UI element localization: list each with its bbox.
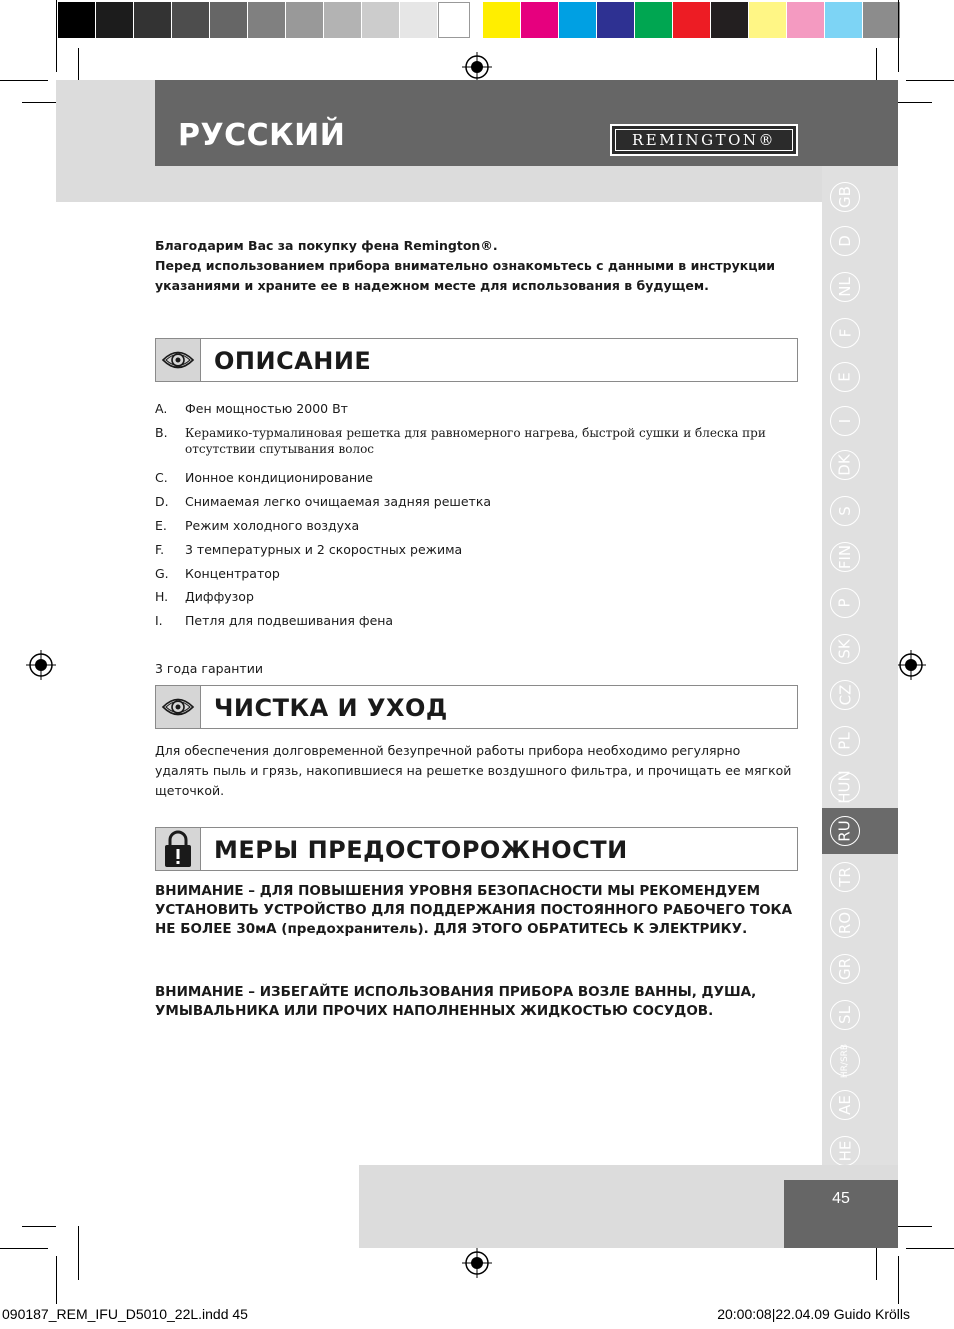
page-title: РУССКИЙ <box>178 118 346 153</box>
language-tab-p[interactable] <box>830 588 860 618</box>
item-letter: E. <box>155 518 167 533</box>
color-swatch <box>483 2 521 38</box>
color-swatch <box>521 2 559 38</box>
item-text: Диффузор <box>185 589 254 604</box>
brand-logo <box>610 124 798 156</box>
eye-icon <box>156 339 201 381</box>
language-tab-label: HE <box>835 1140 854 1162</box>
language-tab-label: I <box>836 418 854 424</box>
color-swatch <box>172 2 210 38</box>
language-tab-ru[interactable] <box>830 816 860 846</box>
color-swatch <box>400 2 438 38</box>
section-safety-header <box>155 827 798 871</box>
page-number: 45 <box>832 1190 850 1207</box>
item-text: Петля для подвешивания фена <box>185 613 394 628</box>
language-tab-label: D <box>836 235 854 247</box>
language-tab-label: NL <box>835 277 854 297</box>
section-description-title: ОПИСАНИЕ <box>214 347 372 375</box>
color-swatch <box>248 2 286 38</box>
language-tab-s[interactable] <box>830 496 860 526</box>
section-cleaning-header <box>155 685 798 729</box>
safety-warning-rcd: ВНИМАНИЕ – ДЛЯ ПОВЫШЕНИЯ УРОВНЯ БЕЗОПАСНОСТИ МЫ РЕКОМЕНДУЕМ УСТАНОВИТЬ УСТРОЙСТВО ДЛЯ ПОДДЕРЖАНИЯ ПОСТОЯННОГО РАБОЧЕГО ТОКА НЕ БОЛЕЕ 30мА (предохранитель). ДЛЯ ЭТОГО ОБРАТИТЕСЬ К ЭЛЕКТРИКУ. <box>155 883 793 937</box>
language-tab-label: GR <box>835 957 854 981</box>
item-letter: A. <box>155 401 168 416</box>
language-tab-label: HUN <box>836 770 855 804</box>
color-swatch <box>635 2 673 38</box>
warranty-text: 3 года гарантии <box>155 661 263 676</box>
color-swatch <box>597 2 635 38</box>
eye-icon <box>156 686 201 728</box>
color-swatch <box>787 2 825 38</box>
item-letter: H. <box>155 589 169 604</box>
brand-logo-text: REMINGTON® <box>631 131 777 149</box>
language-tab-label: SK <box>835 639 854 659</box>
color-swatch <box>559 2 597 38</box>
language-tab-label: S <box>836 506 854 516</box>
color-swatch <box>134 2 172 38</box>
language-tab-label: RU <box>836 820 854 842</box>
color-swatch <box>673 2 711 38</box>
section-safety-title: МЕРЫ ПРЕДОСТОРОЖНОСТИ <box>214 836 628 864</box>
safety-warning-water: ВНИМАНИЕ – ИЗБЕГАЙТЕ ИСПОЛЬЗОВАНИЯ ПРИБОРА ВОЗЛЕ ВАННЫ, ДУША, УМЫВАЛЬНИКА ИЛИ ПРОЧИХ НАПОЛНЕННЫХ ЖИДКОСТЬЮ СОСУДОВ. <box>155 984 757 1019</box>
item-letter: G. <box>155 566 169 581</box>
language-tab-label: AE <box>836 1095 854 1115</box>
language-tab-label: GB <box>835 186 854 208</box>
color-swatch <box>438 2 470 38</box>
color-swatch <box>286 2 324 38</box>
item-text: Фен мощностью 2000 Вт <box>185 401 348 416</box>
color-swatch <box>324 2 362 38</box>
registration-mark-bottom <box>462 1248 492 1278</box>
language-tab-he[interactable] <box>830 1136 860 1166</box>
intro-text <box>155 236 795 296</box>
language-tab-hun[interactable] <box>830 772 860 802</box>
registration-mark-top <box>462 52 492 82</box>
color-swatch <box>863 2 901 38</box>
language-tab-label: CZ <box>836 684 854 706</box>
registration-mark-left <box>26 650 56 680</box>
language-tab-dk[interactable] <box>830 450 860 480</box>
language-tab-ro[interactable] <box>830 908 860 938</box>
language-tab-fin[interactable] <box>830 542 860 572</box>
item-letter: C. <box>155 470 168 485</box>
language-tab-label: HR/SRB <box>840 1043 851 1079</box>
language-tab-i[interactable] <box>830 406 860 436</box>
language-tab-gr[interactable] <box>830 954 860 984</box>
language-tab-label: DK <box>835 454 854 476</box>
intro-thanks: Благодарим Вас за покупку фена Remington®. <box>155 238 498 253</box>
language-tab-label: F <box>835 328 854 338</box>
item-text: 3 температурных и 2 скоростных режима <box>185 542 463 557</box>
timestamp-slug: 20:00:08|22.04.09 Guido Krölls <box>717 1306 910 1322</box>
item-text: Снимаемая легко очищаемая задняя решетка <box>185 494 492 509</box>
item-letter: D. <box>155 494 169 509</box>
language-tab-label: PL <box>836 732 854 750</box>
file-slug: 090187_REM_IFU_D5010_22L.indd 45 <box>2 1306 248 1322</box>
padlock-warning-icon <box>156 828 201 870</box>
color-swatch <box>749 2 787 38</box>
language-tab-label: TR <box>836 867 854 887</box>
item-text: Керамико-турмалиновая решетка для равномерного нагрева, быстрой сушки и блеска при отсутствии спутывания волос <box>185 426 766 456</box>
language-tab-d[interactable] <box>830 226 860 256</box>
language-tab-ae[interactable] <box>830 1090 860 1120</box>
section-cleaning-title: ЧИСТКА И УХОД <box>214 694 448 722</box>
color-swatch <box>711 2 749 38</box>
language-tab-f[interactable] <box>830 318 860 348</box>
item-letter: F. <box>155 542 165 557</box>
language-tab-pl[interactable] <box>830 726 860 756</box>
language-tab-sl[interactable] <box>830 1000 860 1030</box>
language-tab-nl[interactable] <box>830 272 860 302</box>
item-text: Ионное кондиционирование <box>185 470 373 485</box>
language-tab-label: SL <box>835 1006 854 1024</box>
color-swatch <box>825 2 863 38</box>
language-tab-cz[interactable] <box>830 680 860 710</box>
language-tab-label: P <box>835 598 854 608</box>
color-swatch <box>96 2 134 38</box>
language-tab-gb[interactable] <box>830 182 860 212</box>
language-tab-label: RO <box>835 911 854 935</box>
language-tab-label: E <box>835 372 854 382</box>
language-tab-hr-srb[interactable] <box>830 1043 860 1079</box>
item-letter: B. <box>155 425 168 440</box>
item-text: Режим холодного воздуха <box>185 518 360 533</box>
color-swatch <box>210 2 248 38</box>
language-tab-sk[interactable] <box>830 634 860 664</box>
registration-mark-right <box>896 650 926 680</box>
language-tab-e[interactable] <box>830 362 860 392</box>
color-swatch <box>58 2 96 38</box>
language-tab-label: FIN <box>836 544 854 570</box>
item-text: Концентратор <box>185 566 280 581</box>
intro-instructions: Перед использованием прибора внимательно ознакомьтесь с данными в инструкции указаниями и храните ее в надежном месте для использования в будущем. <box>155 258 775 293</box>
section-description-header <box>155 338 798 382</box>
item-letter: I. <box>155 613 163 628</box>
cleaning-text: Для обеспечения долговременной безупречной работы прибора необходимо регулярно удалять пыль и грязь, накопившиеся на решетке воздушного фильтра, и прочищать ее мягкой щеточкой. <box>155 743 792 798</box>
language-tab-tr[interactable] <box>830 862 860 892</box>
color-swatch <box>362 2 400 38</box>
